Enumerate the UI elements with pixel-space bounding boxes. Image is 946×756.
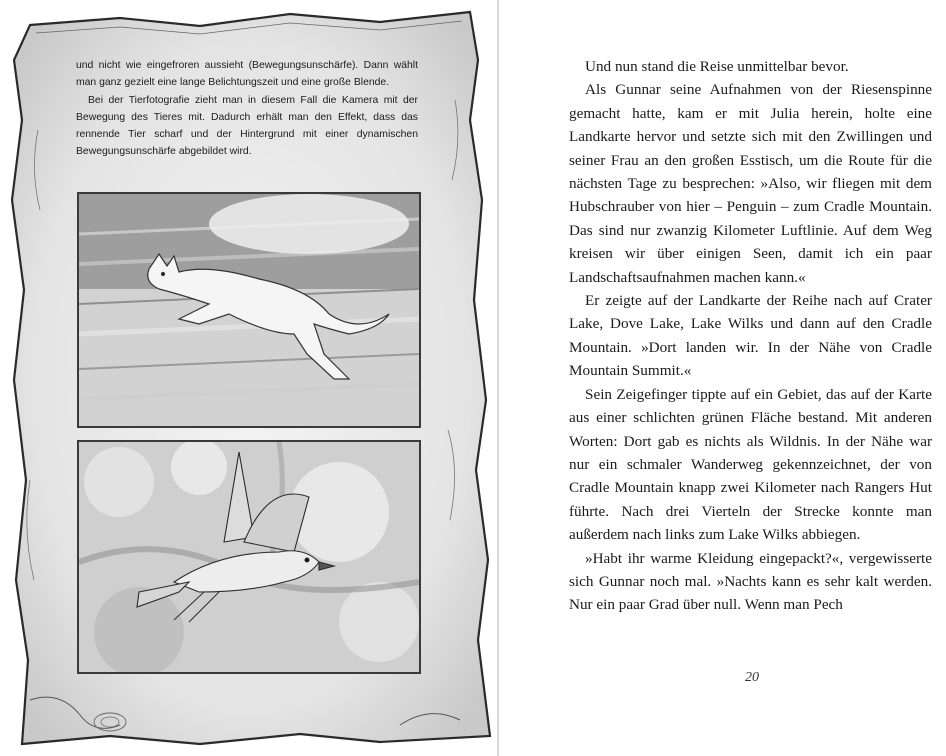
story-paragraph-1: Und nun stand die Reise unmittelbar bevor.	[585, 58, 849, 75]
story-paragraph-2: Als Gunnar seine Aufnahmen von der Riesenspinne gemacht hatte, kam er mit Julia herein, holte eine Landkarte hervor und setzte sich mit den Zwillingen und seiner Frau an den großen Esstisch, um die Route für die nächsten Tage zu besprechen: »Also, wir fliegen mit dem Hubschrauber von hier – Penguin – zum Cradle Mountain. Das sind nur zwanzig Kilometer Luftlinie. Auf dem Weg kreisen wir über einigen Seen, damit ich ein paar Landschaftsaufnahmen machen kann.«	[569, 81, 932, 286]
tip-paragraph-1: und nicht wie eingefroren aussieht (Bewegungsunschärfe). Dann wählt man ganz gezielt eine lange Belichtungszeit und eine große Blende.	[76, 60, 418, 89]
kangaroo-illustration	[77, 192, 421, 428]
story-paragraph-3: Er zeigte auf der Landkarte der Reihe nach auf Crater Lake, Dove Lake, Lake Wilks und dann auf den Cradle Mountain. »Dort landen wir. In der Nähe von Cradle Mountain Summit.«	[569, 292, 932, 380]
story-text	[569, 55, 932, 617]
photography-tip-box	[76, 57, 418, 161]
bird-illustration	[77, 440, 421, 674]
page-number: 20	[745, 670, 759, 685]
story-paragraph-4: Sein Zeigefinger tippte auf ein Gebiet, das auf der Karte aus einer schlichten grünen Fläche bestand. Mit anderen Worten: Dort gab es nichts als Wildnis. In der Nähe war nur ein schmaler Wanderweg gekennzeichnet, der von Cradle Mountain knapp zwei Kilometer nach Rangers Hut führte. Nach drei Vierteln der Strecke konnte man außerdem nach links zum Lake Wilks abbiegen.	[569, 385, 932, 544]
story-paragraph-5: »Habt ihr warme Kleidung eingepackt?«, vergewisserte sich Gunnar noch mal. »Nachts kann es sehr kalt werden. Nur ein paar Grad über null. Wenn man Pech	[569, 549, 932, 614]
tip-paragraph-2: Bei der Tierfotografie zieht man in diesem Fall die Kamera mit der Bewegung des Tieres mit. Dadurch erhält man den Effekt, dass das rennende Tier scharf und der Hintergrund mit einer dynamischen Bewegungsunschärfe abgebildet wird.	[76, 94, 418, 158]
